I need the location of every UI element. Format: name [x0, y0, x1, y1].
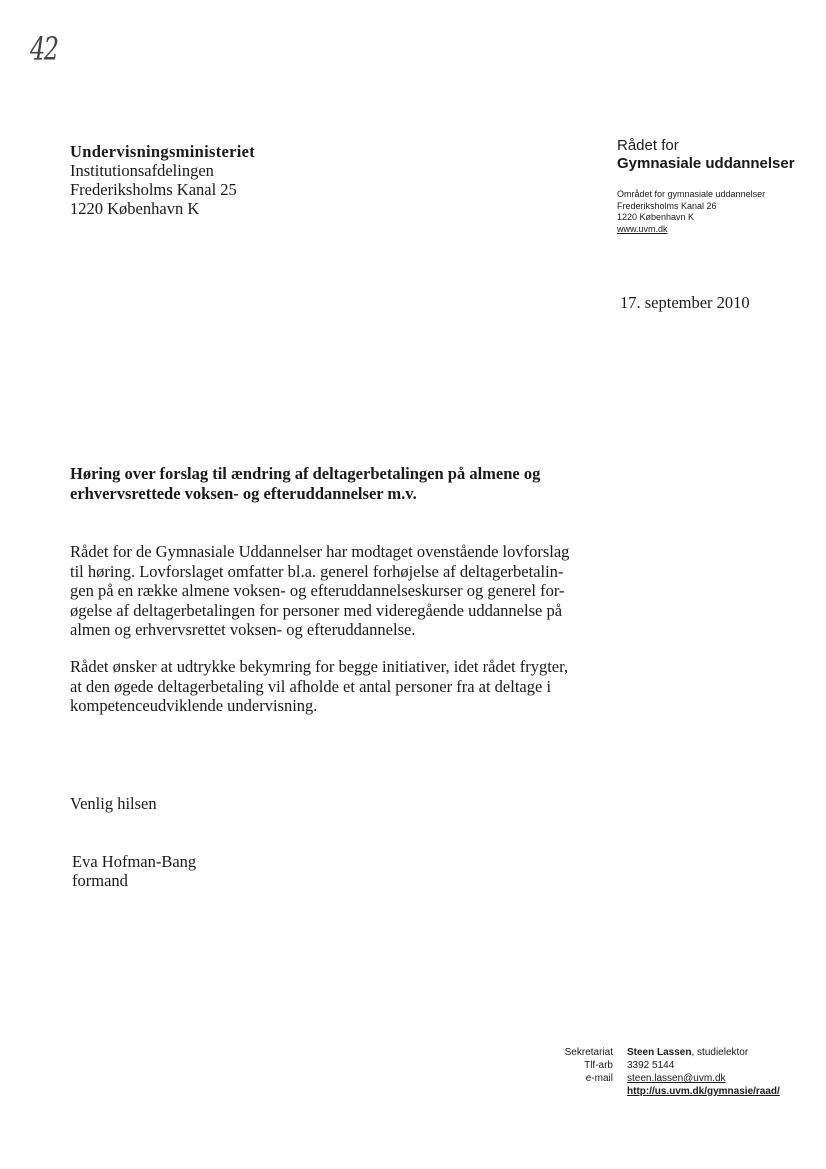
handwritten-page-number: 42	[30, 30, 58, 68]
paragraph-line: almen og erhvervsrettet voksen- og efteruddannelse.	[70, 620, 416, 639]
letter-subject: Høring over forslag til ændring af deltagerbetalingen på almene og erhvervsrettede voksen- og efteruddannelser m.v.	[70, 464, 541, 503]
contact-name: Steen Lassen	[627, 1047, 692, 1058]
sender-city: 1220 København K	[617, 212, 695, 222]
signer-title: formand	[72, 871, 128, 890]
sender-area: Området for gymnasiale uddannelser	[617, 189, 766, 199]
signer-name: Eva Hofman-Bang	[72, 852, 197, 871]
sender-street: Frederiksholms Kanal 26	[617, 200, 717, 211]
sender-letterhead	[617, 137, 795, 235]
body-paragraph-1	[70, 542, 590, 640]
contact-phone: 3392 5144	[627, 1060, 675, 1071]
footer-label: e-mail	[585, 1073, 613, 1084]
paragraph-line: Rådet for de Gymnasiale Uddannelser har modtaget ovenstående lovforslag	[70, 542, 570, 561]
recipient-address	[70, 142, 255, 218]
contact-email-link[interactable]: steen.lassen@uvm.dk	[627, 1073, 726, 1084]
paragraph-line: at den øgede deltagerbetaling vil afholde et antal personer fra at deltage i	[70, 676, 552, 696]
signature-block	[72, 852, 196, 890]
paragraph-line: Rådet ønsker at udtrykke bekymring for begge initiativer, idet rådet frygter,	[70, 657, 569, 676]
footer-contact-line	[627, 1046, 780, 1059]
recipient-city: 1220 København K	[70, 199, 200, 218]
recipient-name: Undervisningsministeriet	[70, 142, 256, 161]
paragraph-line: kompetenceudviklende undervisning.	[70, 696, 318, 715]
contact-title: , studielektor	[691, 1047, 749, 1058]
recipient-street: Frederiksholms Kanal 25	[70, 180, 237, 199]
footer-label: Tlf-arb	[584, 1060, 613, 1071]
footer-labels	[553, 1046, 613, 1085]
paragraph-line: øgelse af deltagerbetalingen for personer med videregående uddannelse på	[70, 600, 563, 620]
footer-url-link[interactable]: http://us.uvm.dk/gymnasie/raad/	[627, 1086, 780, 1097]
footer-contact	[627, 1046, 780, 1098]
sender-org-line1: Rådet for	[617, 137, 679, 154]
closing-greeting: Venlig hilsen	[70, 794, 157, 813]
paragraph-line: til høring. Lovforslaget omfatter bl.a. generel forhøjelse af deltagerbetalin-	[70, 561, 564, 581]
sender-website-link[interactable]: www.uvm.dk	[617, 223, 668, 234]
paragraph-line: gen på en række almene voksen- og efteruddannelseskurser og generel for-	[70, 581, 565, 600]
footer-label: Sekretariat	[564, 1047, 613, 1058]
letter-date: 17. september 2010	[620, 293, 750, 312]
sender-org-line2: Gymnasiale uddannelser	[617, 155, 795, 172]
recipient-department: Institutionsafdelingen	[70, 161, 214, 180]
body-paragraph-2	[70, 657, 590, 716]
